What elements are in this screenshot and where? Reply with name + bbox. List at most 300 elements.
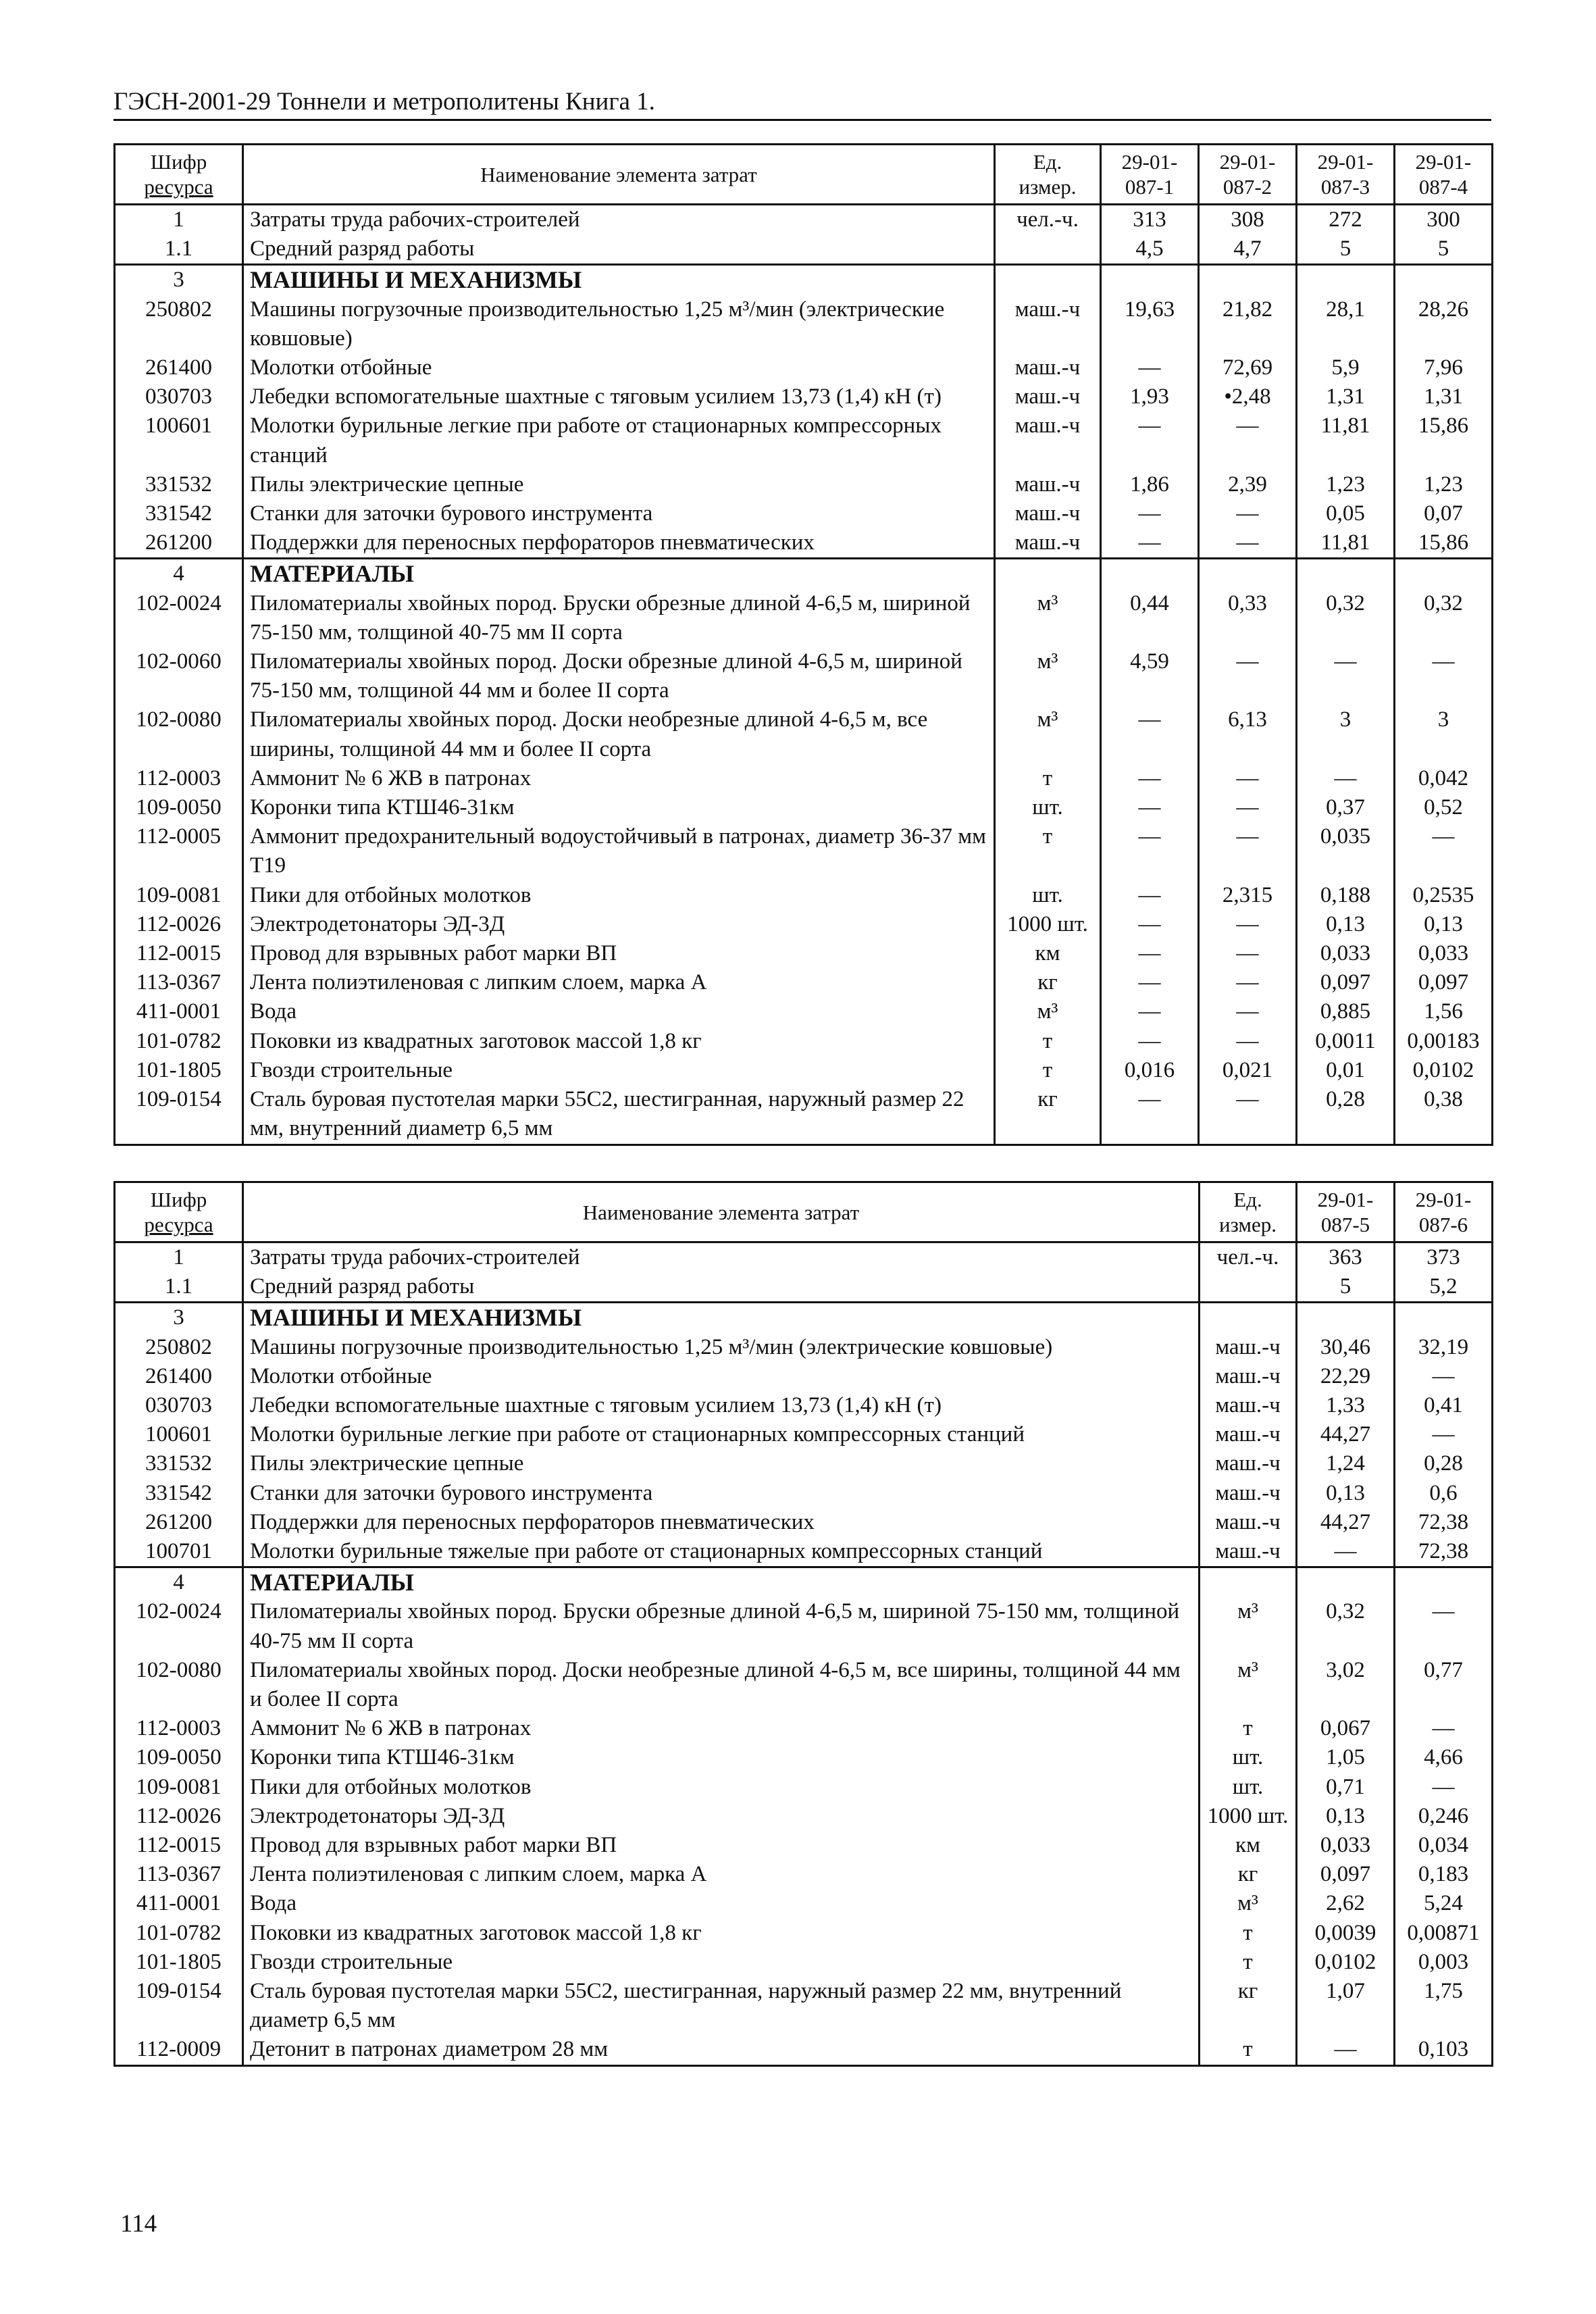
value-cell: 0,28 <box>1297 1085 1395 1145</box>
value-cell: 0,097 <box>1395 968 1493 997</box>
value-cell: 0,28 <box>1395 1449 1493 1478</box>
unit-cell: маш.-ч <box>995 528 1101 559</box>
unit-cell: маш.-ч <box>1200 1449 1297 1478</box>
cost-element-name: Аммонит № 6 ЖВ в патронах <box>243 764 995 793</box>
resource-code: 102-0024 <box>115 589 243 647</box>
unit-cell: т <box>1200 2035 1297 2065</box>
resource-code: 331532 <box>115 470 243 499</box>
table-row <box>115 1420 1493 1449</box>
value-cell: 0,0102 <box>1395 1056 1493 1085</box>
table-row <box>115 764 1493 793</box>
value-cell: 0,32 <box>1395 589 1493 647</box>
value-cell: — <box>1101 528 1199 559</box>
value-cell: 0,035 <box>1297 822 1395 880</box>
table-row <box>115 1272 1493 1303</box>
cost-element-name: Пики для отбойных молотков <box>243 1773 1200 1802</box>
value-cell: 15,86 <box>1395 528 1493 559</box>
value-cell: — <box>1395 647 1493 705</box>
resource-code: 3 <box>115 265 243 295</box>
value-cell: 0,188 <box>1297 881 1395 910</box>
resource-code: 261400 <box>115 1362 243 1391</box>
cost-element-name: Гвозди строительные <box>243 1056 995 1085</box>
value-cell: 11,81 <box>1297 528 1395 559</box>
table-row <box>115 1948 1493 1977</box>
table-body <box>115 205 1493 1145</box>
value-cell: — <box>1199 411 1297 470</box>
table-row <box>115 499 1493 528</box>
table-row <box>115 1714 1493 1743</box>
resource-code: 030703 <box>115 382 243 411</box>
value-cell <box>1101 265 1199 295</box>
resource-code: 3 <box>115 1303 243 1333</box>
table-row <box>115 382 1493 411</box>
header-code: Шифр ресурса <box>115 1182 243 1242</box>
value-cell: 0,097 <box>1297 968 1395 997</box>
cost-element-name: Пиломатериалы хвойных пород. Доски обрезные длиной 4-6,5 м, шириной 75-150 мм, толщиной 44 мм и более II сорта <box>243 647 995 705</box>
value-cell: 1,31 <box>1297 382 1395 411</box>
section-row <box>115 265 1493 295</box>
value-cell: 0,33 <box>1199 589 1297 647</box>
resource-code: 109-0154 <box>115 1977 243 2035</box>
resource-code: 101-0782 <box>115 1027 243 1056</box>
value-cell: — <box>1101 353 1199 382</box>
cost-element-name: Пиломатериалы хвойных пород. Бруски обрезные длиной 4-6,5 м, шириной 75-150 мм, толщиной 40-75 мм II сорта <box>243 589 995 647</box>
value-cell: 28,1 <box>1297 295 1395 353</box>
cost-element-name: Электродетонаторы ЭД-3Д <box>243 910 995 939</box>
unit-cell: маш.-ч <box>995 382 1101 411</box>
resource-code: 112-0009 <box>115 2035 243 2065</box>
value-cell: — <box>1101 793 1199 822</box>
resource-code: 113-0367 <box>115 968 243 997</box>
resource-code: 250802 <box>115 295 243 353</box>
unit-cell: кг <box>995 1085 1101 1145</box>
value-cell: 5 <box>1297 234 1395 265</box>
value-cell: 5,2 <box>1395 1272 1493 1303</box>
cost-element-name: Сталь буровая пустотелая марки 55С2, шестигранная, наружный размер 22 мм, внутренний диаметр 6,5 мм <box>243 1085 995 1145</box>
header-code: Шифр ресурса <box>115 145 243 205</box>
cost-element-name: Молотки отбойные <box>243 1362 1200 1391</box>
value-cell: 4,7 <box>1199 234 1297 265</box>
value-cell <box>1297 1567 1395 1598</box>
value-cell: 0,246 <box>1395 1802 1493 1831</box>
value-cell: 300 <box>1395 205 1493 235</box>
resource-code: 112-0005 <box>115 822 243 880</box>
resource-code: 102-0060 <box>115 647 243 705</box>
value-cell: 0,885 <box>1297 997 1395 1026</box>
value-cell: 21,82 <box>1199 295 1297 353</box>
unit-cell: м³ <box>995 647 1101 705</box>
table-row <box>115 1977 1493 2035</box>
unit-cell: кг <box>1200 1977 1297 2035</box>
unit-cell: маш.-ч <box>1200 1391 1297 1420</box>
value-cell <box>1395 1567 1493 1598</box>
value-cell: — <box>1101 968 1199 997</box>
cost-element-name: Затраты труда рабочих-строителей <box>243 1242 1200 1273</box>
value-cell <box>1199 265 1297 295</box>
unit-cell <box>995 559 1101 589</box>
resource-code: 112-0015 <box>115 1831 243 1860</box>
value-cell: 0,0039 <box>1297 1919 1395 1948</box>
value-cell: 0,2535 <box>1395 881 1493 910</box>
table-row <box>115 234 1493 265</box>
table-body <box>115 1242 1493 2066</box>
value-cell: — <box>1199 997 1297 1026</box>
cost-element-name: Вода <box>243 997 995 1026</box>
value-cell: 1,24 <box>1297 1449 1395 1478</box>
cost-element-name: Молотки бурильные тяжелые при работе от стационарных компрессорных станций <box>243 1537 1200 1567</box>
value-cell: 30,46 <box>1297 1333 1395 1362</box>
unit-cell: м³ <box>1200 1656 1297 1714</box>
resource-code: 102-0024 <box>115 1597 243 1655</box>
unit-cell: м³ <box>995 997 1101 1026</box>
header-col-087-4: 29-01- 087-4 <box>1395 145 1493 205</box>
value-cell: 1,05 <box>1297 1743 1395 1772</box>
value-cell: 22,29 <box>1297 1362 1395 1391</box>
table-row <box>115 1537 1493 1567</box>
value-cell: 0,32 <box>1297 1597 1395 1655</box>
table-row <box>115 589 1493 647</box>
value-cell: 0,71 <box>1297 1773 1395 1802</box>
unit-cell: маш.-ч <box>1200 1333 1297 1362</box>
cost-element-name: Молотки бурильные легкие при работе от стационарных компрессорных станций <box>243 411 995 470</box>
value-cell: 5 <box>1297 1272 1395 1303</box>
value-cell: 5,24 <box>1395 1889 1493 1918</box>
value-cell: 32,19 <box>1395 1333 1493 1362</box>
unit-cell: шт. <box>995 881 1101 910</box>
section-row <box>115 559 1493 589</box>
cost-element-name: Лебедки вспомогательные шахтные с тяговым усилием 13,73 (1,4) кН (т) <box>243 382 995 411</box>
cost-element-name: Пики для отбойных молотков <box>243 881 995 910</box>
value-cell: — <box>1297 764 1395 793</box>
resource-code: 112-0003 <box>115 1714 243 1743</box>
cost-element-name: Молотки бурильные легкие при работе от стационарных компрессорных станций <box>243 1420 1200 1449</box>
cost-element-name: Аммонит предохранительный водоустойчивый в патронах, диаметр 36-37 мм Т19 <box>243 822 995 880</box>
unit-cell: маш.-ч <box>1200 1362 1297 1391</box>
value-cell: — <box>1199 822 1297 880</box>
resource-code: 261200 <box>115 1508 243 1537</box>
unit-cell <box>995 234 1101 265</box>
section-row <box>115 1303 1493 1333</box>
unit-cell: т <box>995 764 1101 793</box>
cost-element-name: Коронки типа КТШ46-31км <box>243 1743 1200 1772</box>
value-cell: 0,52 <box>1395 793 1493 822</box>
value-cell: 0,13 <box>1395 910 1493 939</box>
unit-cell: чел.-ч. <box>1200 1242 1297 1273</box>
value-cell <box>1297 265 1395 295</box>
value-cell <box>1297 1303 1395 1333</box>
table-row <box>115 1027 1493 1056</box>
section-title: МАТЕРИАЛЫ <box>243 559 995 589</box>
resource-code: 113-0367 <box>115 1860 243 1889</box>
value-cell: 0,44 <box>1101 589 1199 647</box>
cost-element-name: Пиломатериалы хвойных пород. Бруски обрезные длиной 4-6,5 м, шириной 75-150 мм, толщиной 40-75 мм II сорта <box>243 1597 1200 1655</box>
unit-cell: т <box>1200 1948 1297 1977</box>
table-row <box>115 353 1493 382</box>
table-row <box>115 1333 1493 1362</box>
resource-code: 250802 <box>115 1333 243 1362</box>
table-row <box>115 1242 1493 1273</box>
table-header-row <box>115 1182 1493 1242</box>
table-row <box>115 2035 1493 2065</box>
value-cell: 3 <box>1297 705 1395 763</box>
value-cell: 0,13 <box>1297 910 1395 939</box>
value-cell: 2,62 <box>1297 1889 1395 1918</box>
value-cell: 44,27 <box>1297 1508 1395 1537</box>
value-cell: 0,32 <box>1297 589 1395 647</box>
resource-code: 112-0026 <box>115 910 243 939</box>
value-cell: 0,033 <box>1297 939 1395 968</box>
table-row <box>115 1802 1493 1831</box>
cost-element-name: Средний разряд работы <box>243 234 995 265</box>
page-header: ГЭСН-2001-29 Тоннели и метрополитены Книга 1. <box>113 86 1491 121</box>
table-row <box>115 1449 1493 1478</box>
value-cell <box>1199 559 1297 589</box>
unit-cell <box>1200 1272 1297 1303</box>
value-cell: — <box>1199 764 1297 793</box>
value-cell: — <box>1199 647 1297 705</box>
value-cell: •2,48 <box>1199 382 1297 411</box>
value-cell: 2,315 <box>1199 881 1297 910</box>
resource-code: 109-0154 <box>115 1085 243 1145</box>
cost-element-name: Коронки типа КТШ46-31км <box>243 793 995 822</box>
table-row <box>115 1597 1493 1655</box>
cost-element-name: Детонит в патронах диаметром 28 мм <box>243 2035 1200 2065</box>
value-cell: 0,097 <box>1297 1860 1395 1889</box>
value-cell: 0,016 <box>1101 1056 1199 1085</box>
value-cell: 4,5 <box>1101 234 1199 265</box>
value-cell: 1,33 <box>1297 1391 1395 1420</box>
value-cell <box>1395 1303 1493 1333</box>
unit-cell: т <box>1200 1714 1297 1743</box>
header-col-087-2: 29-01- 087-2 <box>1199 145 1297 205</box>
value-cell: — <box>1101 411 1199 470</box>
value-cell <box>1101 559 1199 589</box>
unit-cell: маш.-ч <box>995 353 1101 382</box>
table-row <box>115 910 1493 939</box>
value-cell: 0,183 <box>1395 1860 1493 1889</box>
resource-code: 1 <box>115 205 243 235</box>
value-cell: 15,86 <box>1395 411 1493 470</box>
value-cell: 0,6 <box>1395 1479 1493 1508</box>
value-cell: 4,59 <box>1101 647 1199 705</box>
value-cell: 0,07 <box>1395 499 1493 528</box>
value-cell: 0,41 <box>1395 1391 1493 1420</box>
value-cell <box>1395 559 1493 589</box>
value-cell: 0,021 <box>1199 1056 1297 1085</box>
value-cell: — <box>1101 910 1199 939</box>
table-row <box>115 411 1493 470</box>
table-row <box>115 1056 1493 1085</box>
cost-element-name: Лебедки вспомогательные шахтные с тяговым усилием 13,73 (1,4) кН (т) <box>243 1391 1200 1420</box>
cost-element-name: Пиломатериалы хвойных пород. Доски необрезные длиной 4-6,5 м, все ширины, толщиной 44 мм и более II сорта <box>243 1656 1200 1714</box>
table-row <box>115 997 1493 1026</box>
value-cell: 19,63 <box>1101 295 1199 353</box>
resource-code: 102-0080 <box>115 1656 243 1714</box>
unit-cell: маш.-ч <box>1200 1537 1297 1567</box>
value-cell: 0,13 <box>1297 1802 1395 1831</box>
value-cell: — <box>1101 997 1199 1026</box>
value-cell: — <box>1297 2035 1395 2065</box>
resource-table-1 <box>113 143 1493 1146</box>
value-cell: — <box>1395 1362 1493 1391</box>
value-cell: 0,38 <box>1395 1085 1493 1145</box>
value-cell: 5,9 <box>1297 353 1395 382</box>
value-cell: 1,23 <box>1395 470 1493 499</box>
value-cell: — <box>1395 822 1493 880</box>
resource-code: 112-0026 <box>115 1802 243 1831</box>
header-name: Наименование элемента затрат <box>243 1182 1200 1242</box>
unit-cell <box>995 265 1101 295</box>
cost-element-name: Провод для взрывных работ марки ВП <box>243 939 995 968</box>
table-row <box>115 528 1493 559</box>
resource-code: 411-0001 <box>115 1889 243 1918</box>
header-unit: Ед. измер. <box>1200 1182 1297 1242</box>
value-cell: 308 <box>1199 205 1297 235</box>
header-col-087-5: 29-01- 087-5 <box>1297 1182 1395 1242</box>
value-cell: 0,034 <box>1395 1831 1493 1860</box>
value-cell: — <box>1101 1027 1199 1056</box>
cost-element-name: Поддержки для переносных перфораторов пневматических <box>243 1508 1200 1537</box>
value-cell: 0,033 <box>1297 1831 1395 1860</box>
table-row <box>115 1656 1493 1714</box>
unit-cell: т <box>995 1027 1101 1056</box>
cost-element-name: Молотки отбойные <box>243 353 995 382</box>
value-cell: 28,26 <box>1395 295 1493 353</box>
table-row <box>115 1479 1493 1508</box>
header-name: Наименование элемента затрат <box>243 145 995 205</box>
value-cell: 0,37 <box>1297 793 1395 822</box>
resource-code: 101-1805 <box>115 1948 243 1977</box>
value-cell: 72,69 <box>1199 353 1297 382</box>
table-row <box>115 1860 1493 1889</box>
header-col-087-3: 29-01- 087-3 <box>1297 145 1395 205</box>
table-row <box>115 1362 1493 1391</box>
cost-element-name: Гвозди строительные <box>243 1948 1200 1977</box>
value-cell: — <box>1297 1537 1395 1567</box>
cost-element-name: Машины погрузочные производительностью 1,25 м³/мин (электрические ковшовые) <box>243 295 995 353</box>
unit-cell: маш.-ч <box>995 470 1101 499</box>
unit-cell <box>1200 1567 1297 1598</box>
header-col-087-1: 29-01- 087-1 <box>1101 145 1199 205</box>
value-cell: — <box>1101 499 1199 528</box>
resource-code: 331532 <box>115 1449 243 1478</box>
table-row <box>115 1391 1493 1420</box>
cost-element-name: Вода <box>243 1889 1200 1918</box>
value-cell <box>1297 559 1395 589</box>
value-cell: 0,033 <box>1395 939 1493 968</box>
page-number: 114 <box>120 2210 157 2238</box>
section-title: МАТЕРИАЛЫ <box>243 1567 1200 1598</box>
resource-code: 1.1 <box>115 234 243 265</box>
resource-code: 101-0782 <box>115 1919 243 1948</box>
cost-element-name: Поковки из квадратных заготовок массой 1,8 кг <box>243 1919 1200 1948</box>
unit-cell: км <box>1200 1831 1297 1860</box>
resource-code: 331542 <box>115 1479 243 1508</box>
value-cell: 1,86 <box>1101 470 1199 499</box>
unit-cell: м³ <box>995 705 1101 763</box>
value-cell: — <box>1101 1085 1199 1145</box>
value-cell: 72,38 <box>1395 1537 1493 1567</box>
value-cell: 0,042 <box>1395 764 1493 793</box>
value-cell: — <box>1297 647 1395 705</box>
resource-code: 100601 <box>115 1420 243 1449</box>
value-cell: 1,93 <box>1101 382 1199 411</box>
table-row <box>115 647 1493 705</box>
value-cell: 0,103 <box>1395 2035 1493 2065</box>
section-title: МАШИНЫ И МЕХАНИЗМЫ <box>243 265 995 295</box>
value-cell: 0,067 <box>1297 1714 1395 1743</box>
value-cell: 5 <box>1395 234 1493 265</box>
unit-cell: м³ <box>1200 1597 1297 1655</box>
cost-element-name: Станки для заточки бурового инструмента <box>243 499 995 528</box>
resource-code: 030703 <box>115 1391 243 1420</box>
unit-cell: маш.-ч <box>1200 1479 1297 1508</box>
cost-element-name: Станки для заточки бурового инструмента <box>243 1479 1200 1508</box>
cost-element-name: Пилы электрические цепные <box>243 470 995 499</box>
table-row <box>115 793 1493 822</box>
table-row <box>115 881 1493 910</box>
value-cell: 0,00871 <box>1395 1919 1493 1948</box>
unit-cell: 1000 шт. <box>1200 1802 1297 1831</box>
unit-cell: шт. <box>995 793 1101 822</box>
value-cell: 1,23 <box>1297 470 1395 499</box>
value-cell: 72,38 <box>1395 1508 1493 1537</box>
resource-code: 261200 <box>115 528 243 559</box>
resource-code: 109-0081 <box>115 881 243 910</box>
table-row <box>115 822 1493 880</box>
cost-element-name: Поковки из квадратных заготовок массой 1,8 кг <box>243 1027 995 1056</box>
value-cell: — <box>1199 1085 1297 1145</box>
value-cell: 1,31 <box>1395 382 1493 411</box>
table-row <box>115 470 1493 499</box>
header-col-087-6: 29-01- 087-6 <box>1395 1182 1493 1242</box>
value-cell: — <box>1101 881 1199 910</box>
cost-element-name: Средний разряд работы <box>243 1272 1200 1303</box>
value-cell: — <box>1199 499 1297 528</box>
resource-code: 1 <box>115 1242 243 1273</box>
value-cell: 0,0011 <box>1297 1027 1395 1056</box>
table-row <box>115 1889 1493 1918</box>
table-row <box>115 205 1493 235</box>
resource-code: 109-0050 <box>115 1743 243 1772</box>
unit-cell <box>1200 1303 1297 1333</box>
value-cell: 0,00183 <box>1395 1027 1493 1056</box>
header-unit: Ед. измер. <box>995 145 1101 205</box>
resource-table-2 <box>113 1181 1493 2067</box>
unit-cell: шт. <box>1200 1743 1297 1772</box>
unit-cell: кг <box>1200 1860 1297 1889</box>
unit-cell: шт. <box>1200 1773 1297 1802</box>
table-row <box>115 1919 1493 1948</box>
unit-cell: т <box>995 822 1101 880</box>
cost-element-name: Поддержки для переносных перфораторов пневматических <box>243 528 995 559</box>
value-cell <box>1395 265 1493 295</box>
value-cell: 44,27 <box>1297 1420 1395 1449</box>
value-cell: 3,02 <box>1297 1656 1395 1714</box>
cost-element-name: Машины погрузочные производительностью 1,25 м³/мин (электрические ковшовые) <box>243 1333 1200 1362</box>
value-cell: 272 <box>1297 205 1395 235</box>
unit-cell: маш.-ч <box>995 411 1101 470</box>
value-cell: — <box>1395 1420 1493 1449</box>
value-cell: 4,66 <box>1395 1743 1493 1772</box>
table-header-row <box>115 145 1493 205</box>
value-cell: 1,07 <box>1297 1977 1395 2035</box>
value-cell: — <box>1101 705 1199 763</box>
value-cell: 3 <box>1395 705 1493 763</box>
value-cell: 1,56 <box>1395 997 1493 1026</box>
value-cell: 11,81 <box>1297 411 1395 470</box>
resource-code: 4 <box>115 559 243 589</box>
